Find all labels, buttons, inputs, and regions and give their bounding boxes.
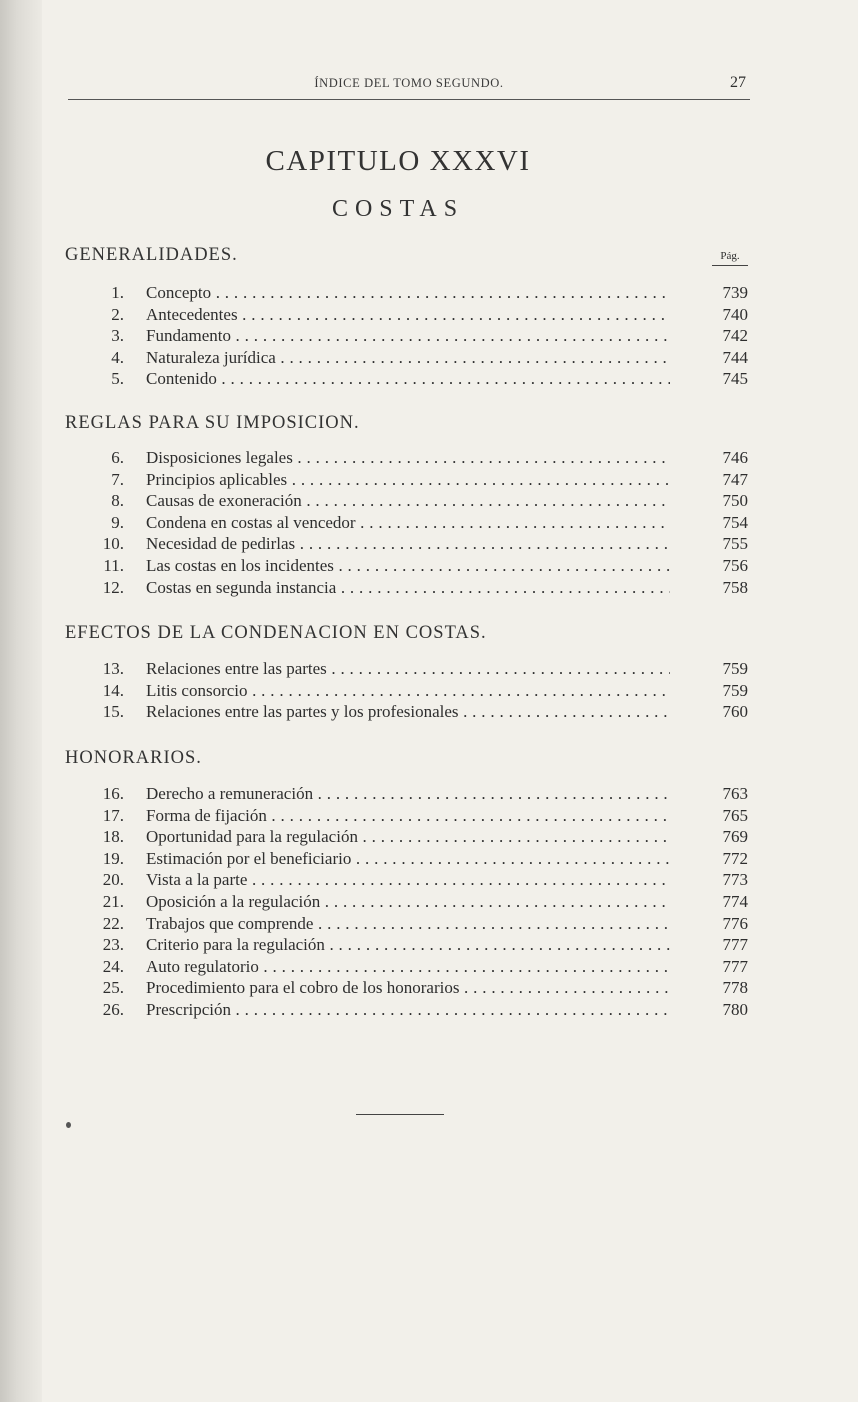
toc-entry[interactable] bbox=[90, 447, 760, 469]
entry-page: 758 bbox=[722, 577, 748, 597]
entry-title: Litis consorcio . . . bbox=[146, 680, 670, 702]
entry-number: 20. bbox=[102, 870, 124, 890]
entry-title: Contenido . . . bbox=[146, 368, 670, 390]
section-heading-reglas: REGLAS PARA SU IMPOSICION. bbox=[65, 413, 360, 433]
toc-entry[interactable] bbox=[90, 999, 760, 1021]
entry-page: 755 bbox=[722, 534, 748, 554]
entry-number: 1. bbox=[111, 283, 124, 302]
entry-number: 22. bbox=[102, 913, 124, 933]
entry-title: Fundamento . . . bbox=[146, 325, 670, 347]
entry-number: 13. bbox=[102, 659, 124, 678]
entry-number: 6. bbox=[111, 448, 124, 467]
entry-page: 780 bbox=[722, 999, 748, 1019]
entry-number: 8. bbox=[111, 491, 124, 511]
entry-list-efectos bbox=[90, 658, 760, 723]
toc-entry[interactable] bbox=[90, 956, 760, 978]
toc-entry[interactable] bbox=[90, 658, 760, 680]
entry-title: Procedimiento para el cobro de los honorarios . . . bbox=[146, 977, 670, 999]
toc-entry[interactable] bbox=[90, 869, 760, 891]
entry-number: 9. bbox=[111, 512, 124, 532]
chapter-subtitle: COSTAS bbox=[331, 196, 465, 222]
entry-number: 10. bbox=[102, 534, 124, 554]
entry-page: 778 bbox=[722, 978, 748, 998]
entry-number: 17. bbox=[102, 805, 124, 825]
entry-number: 4. bbox=[111, 347, 124, 367]
toc-entry[interactable] bbox=[90, 913, 760, 935]
entry-number: 23. bbox=[102, 935, 124, 955]
entry-title: Prescripción . . . bbox=[146, 999, 670, 1021]
running-head bbox=[68, 74, 750, 96]
entry-page: 742 bbox=[722, 326, 748, 346]
entry-page: 747 bbox=[722, 469, 748, 489]
entry-title: Disposiciones legales . . . bbox=[146, 447, 670, 469]
toc-entry[interactable] bbox=[90, 680, 760, 702]
entry-page: 744 bbox=[722, 347, 748, 367]
entry-page: 759 bbox=[722, 680, 748, 700]
entry-title: Costas en segunda instancia . . . bbox=[146, 577, 670, 599]
toc-entry[interactable] bbox=[90, 891, 760, 913]
toc-entry[interactable] bbox=[90, 368, 760, 390]
toc-entry[interactable] bbox=[90, 783, 760, 805]
entry-list-reglas bbox=[90, 447, 760, 598]
entry-page: 765 bbox=[722, 805, 748, 825]
toc-entry[interactable] bbox=[90, 701, 760, 723]
entry-page: 745 bbox=[722, 369, 748, 389]
toc-entry[interactable] bbox=[90, 934, 760, 956]
entry-title: Vista a la parte . . . bbox=[146, 869, 670, 891]
end-rule bbox=[356, 1114, 444, 1115]
toc-entry[interactable] bbox=[90, 512, 760, 534]
entry-page: 746 bbox=[722, 448, 748, 467]
entry-page: 756 bbox=[722, 555, 748, 575]
entry-list-honorarios bbox=[90, 783, 760, 1021]
running-title: ÍNDICE DEL TOMO SEGUNDO. bbox=[314, 76, 504, 90]
toc-entry[interactable] bbox=[90, 282, 760, 304]
section-heading-efectos: EFECTOS DE LA CONDENACION EN COSTAS. bbox=[65, 623, 487, 643]
entry-page: 739 bbox=[722, 283, 748, 302]
entry-number: 7. bbox=[111, 469, 124, 489]
entry-page: 777 bbox=[722, 956, 748, 976]
entry-page: 769 bbox=[722, 827, 748, 847]
toc-entry[interactable] bbox=[90, 826, 760, 848]
entry-number: 3. bbox=[111, 326, 124, 346]
entry-list-generalidades bbox=[90, 282, 760, 390]
toc-entry[interactable] bbox=[90, 469, 760, 491]
toc-entry[interactable] bbox=[90, 805, 760, 827]
entry-number: 19. bbox=[102, 848, 124, 868]
entry-page: 759 bbox=[722, 659, 748, 678]
entry-title: Causas de exoneración . . . bbox=[146, 490, 670, 512]
page-number: 27 bbox=[730, 74, 746, 91]
chapter-title: CAPITULO XXXVI bbox=[265, 145, 531, 177]
entry-page: 740 bbox=[722, 304, 748, 324]
entry-title: Relaciones entre las partes y los profesionales . . . bbox=[146, 701, 670, 723]
entry-number: 5. bbox=[111, 369, 124, 389]
entry-title: Condena en costas al vencedor . . . bbox=[146, 512, 670, 534]
entry-title: Naturaleza jurídica . . . bbox=[146, 347, 670, 369]
toc-entry[interactable] bbox=[90, 848, 760, 870]
page-column-label: Pág. bbox=[712, 250, 748, 266]
entry-title: Las costas en los incidentes . . . bbox=[146, 555, 670, 577]
entry-number: 2. bbox=[111, 304, 124, 324]
toc-entry[interactable] bbox=[90, 347, 760, 369]
entry-title: Auto regulatorio . . . bbox=[146, 956, 670, 978]
entry-number: 18. bbox=[102, 827, 124, 847]
toc-entry[interactable] bbox=[90, 577, 760, 599]
entry-title: Necesidad de pedirlas . . . bbox=[146, 533, 670, 555]
entry-title: Trabajos que comprende . . . bbox=[146, 913, 670, 935]
entry-title: Principios aplicables . . . bbox=[146, 469, 670, 491]
entry-number: 24. bbox=[102, 956, 124, 976]
entry-title: Estimación por el beneficiario . . . bbox=[146, 848, 670, 870]
entry-number: 12. bbox=[102, 577, 124, 597]
entry-page: 777 bbox=[722, 935, 748, 955]
entry-page: 772 bbox=[722, 848, 748, 868]
entry-page: 760 bbox=[722, 702, 748, 722]
toc-entry[interactable] bbox=[90, 325, 760, 347]
entry-page: 773 bbox=[722, 870, 748, 890]
entry-number: 14. bbox=[102, 680, 124, 700]
entry-title: Oposición a la regulación . . . bbox=[146, 891, 670, 913]
section-heading-honorarios: HONORARIOS. bbox=[65, 748, 202, 768]
entry-number: 21. bbox=[102, 891, 124, 911]
toc-entry[interactable] bbox=[90, 555, 760, 577]
entry-page: 754 bbox=[722, 512, 748, 532]
entry-number: 15. bbox=[102, 702, 124, 722]
entry-title: Derecho a remuneración . . . bbox=[146, 783, 670, 805]
section-heading-generalidades: GENERALIDADES. bbox=[65, 245, 238, 265]
toc-entry[interactable] bbox=[90, 977, 760, 999]
entry-title: Antecedentes . . . bbox=[146, 304, 670, 326]
entry-number: 11. bbox=[103, 555, 124, 575]
entry-title: Criterio para la regulación . . . bbox=[146, 934, 670, 956]
header-rule bbox=[68, 99, 750, 100]
ink-speck bbox=[66, 1122, 71, 1128]
entry-number: 25. bbox=[102, 978, 124, 998]
entry-title: Relaciones entre las partes . . . bbox=[146, 658, 670, 680]
entry-page: 750 bbox=[722, 491, 748, 511]
entry-number: 16. bbox=[102, 784, 124, 803]
entry-number: 26. bbox=[102, 999, 124, 1019]
entry-page: 763 bbox=[722, 784, 748, 803]
toc-entry[interactable] bbox=[90, 490, 760, 512]
entry-title: Forma de fijación . . . bbox=[146, 805, 670, 827]
toc-entry[interactable] bbox=[90, 533, 760, 555]
entry-title: Oportunidad para la regulación . . . bbox=[146, 826, 670, 848]
entry-page: 776 bbox=[722, 913, 748, 933]
entry-page: 774 bbox=[722, 891, 748, 911]
toc-entry[interactable] bbox=[90, 304, 760, 326]
entry-title: Concepto . . . bbox=[146, 282, 670, 304]
